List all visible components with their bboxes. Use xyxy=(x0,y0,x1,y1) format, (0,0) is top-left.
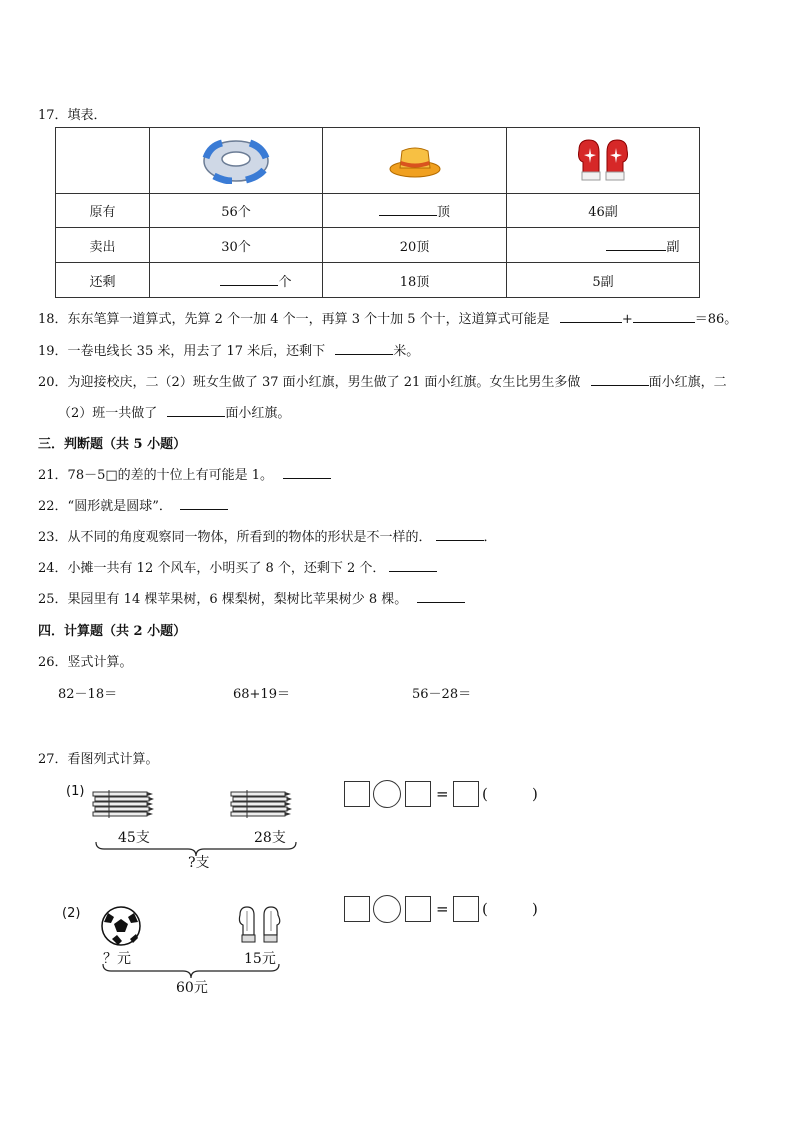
mittens-icon xyxy=(575,138,631,184)
q25: 25．果园里有 14 棵苹果树，6 棵梨树，梨树比苹果树少 8 棵。 xyxy=(38,588,465,607)
problem-1-left-count: 45支 xyxy=(118,830,150,846)
cell-hat-remaining: 18顶 xyxy=(323,263,507,298)
unit-paren-close: ) xyxy=(532,785,538,803)
section-heading-calculation: 四．计算题（共 2 小题） xyxy=(38,624,187,639)
swim-ring-icon xyxy=(202,138,270,184)
q26-title: 26．竖式计算。 xyxy=(38,655,133,670)
pencils-bundle-icon xyxy=(91,790,155,820)
gloves-icon xyxy=(236,905,284,945)
answer-blank[interactable] xyxy=(283,465,331,479)
q17-title: 17．填表． xyxy=(38,108,107,123)
equation-box[interactable] xyxy=(405,896,431,922)
q21: 21．78－5□的差的十位上有可能是 1。 xyxy=(38,464,331,483)
cell-ring-sold: 30个 xyxy=(150,228,323,263)
problem-1-total: ?支 xyxy=(188,855,210,871)
q24: 24．小摊一共有 12 个风车，小明买了 8 个，还剩下 2 个． xyxy=(38,557,437,576)
mittens-cell xyxy=(507,128,700,194)
unit-paren-close: ) xyxy=(532,900,538,918)
cell-hat-sold: 20顶 xyxy=(323,228,507,263)
result-box[interactable] xyxy=(453,896,479,922)
cell-ring-remaining xyxy=(150,263,323,298)
q26-expr-3: 56－28＝ xyxy=(412,687,472,702)
q19: 19．一卷电线长 35 米，用去了 17 米后，还剩下 米。 xyxy=(38,340,419,359)
row-label-sold: 卖出 xyxy=(56,228,150,263)
problem-2-right-price: 15元 xyxy=(244,951,276,967)
equals-sign: = xyxy=(436,785,449,803)
section-heading-judgement: 三．判断题（共 5 小题） xyxy=(38,437,187,452)
unit-label: 个 xyxy=(278,274,292,290)
q20-line1: 20．为迎接校庆，二（2）班女生做了 37 面小红旗，男生做了 21 面小红旗。女生比男生多做 面小红旗，二 xyxy=(38,371,727,390)
problem-2-total: 60元 xyxy=(176,980,208,996)
cell-ring-original: 56个 xyxy=(150,194,323,228)
equation-box[interactable] xyxy=(405,781,431,807)
equation-box[interactable] xyxy=(344,781,370,807)
unit-paren-open: ( xyxy=(482,900,488,918)
answer-blank[interactable] xyxy=(180,496,228,510)
equals-sign: = xyxy=(436,900,449,918)
swim-ring-cell xyxy=(150,128,323,194)
q26-expr-2: 68+19＝ xyxy=(233,687,290,702)
hat-cell xyxy=(323,128,507,194)
answer-blank[interactable] xyxy=(167,403,225,417)
unit-paren-open: ( xyxy=(482,785,488,803)
cell-hat-original xyxy=(323,194,507,228)
unit-label: 副 xyxy=(666,239,680,255)
problem-2-label: (2) xyxy=(62,906,81,921)
answer-blank[interactable] xyxy=(220,272,278,286)
table-corner-cell xyxy=(56,128,150,194)
row-label-original: 原有 xyxy=(56,194,150,228)
q26-expr-1: 82－18＝ xyxy=(58,687,118,702)
q22: 22．“圆形就是圆球”． xyxy=(38,495,228,514)
answer-blank[interactable] xyxy=(560,309,622,323)
answer-blank[interactable] xyxy=(436,527,484,541)
problem-2-left-price: ？元 xyxy=(103,951,131,967)
answer-blank[interactable] xyxy=(606,237,666,251)
pencils-bundle-icon xyxy=(229,790,293,820)
equation-box[interactable] xyxy=(344,896,370,922)
problem-1-label: (1) xyxy=(66,784,85,799)
answer-blank[interactable] xyxy=(591,372,649,386)
operator-circle[interactable] xyxy=(373,895,401,923)
answer-blank[interactable] xyxy=(379,202,437,216)
cell-mittens-original: 46副 xyxy=(507,194,700,228)
cell-mittens-sold xyxy=(507,228,700,263)
q27-title: 27．看图列式计算。 xyxy=(38,752,159,767)
answer-blank[interactable] xyxy=(633,309,695,323)
fill-table xyxy=(55,127,700,298)
hat-icon xyxy=(388,141,442,181)
row-label-remaining: 还剩 xyxy=(56,263,150,298)
answer-blank[interactable] xyxy=(335,341,393,355)
q18: 18．东东笔算一道算式，先算 2 个一加 4 个一，再算 3 个十加 5 个十，这道算式可能是 + ＝86。 xyxy=(38,308,737,327)
problem-1-right-count: 28支 xyxy=(254,830,286,846)
answer-blank[interactable] xyxy=(389,558,437,572)
q23: 23．从不同的角度观察同一物体，所看到的物体的形状是不一样的． ． xyxy=(38,526,497,545)
q20-line2: （2）班一共做了 面小红旗。 xyxy=(58,402,290,421)
answer-blank[interactable] xyxy=(417,589,465,603)
cell-mittens-remaining: 5副 xyxy=(507,263,700,298)
soccer-ball-icon xyxy=(100,905,142,947)
unit-label: 顶 xyxy=(436,205,450,220)
result-box[interactable] xyxy=(453,781,479,807)
operator-circle[interactable] xyxy=(373,780,401,808)
